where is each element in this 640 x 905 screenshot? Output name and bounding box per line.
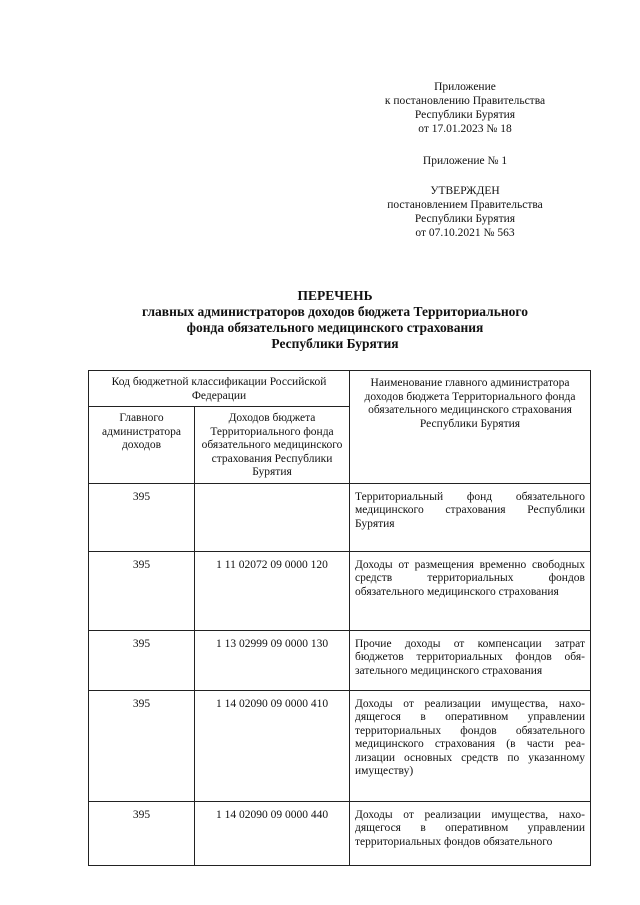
appendix-number <box>360 154 570 168</box>
admin-code-cell: 395 <box>89 801 195 865</box>
title-line: фонда обязательного медицинского страхования <box>186 320 484 335</box>
appendix-line: к постановлению Правительства <box>384 95 546 107</box>
admin-code-cell: 395 <box>89 483 195 551</box>
admin-code-cell: 395 <box>89 630 195 690</box>
appendix-line: Приложение <box>434 81 496 93</box>
header-main-administrator: Главного администратора доходов <box>89 407 195 484</box>
table-row <box>89 483 591 551</box>
title-line: ПЕРЕЧЕНЬ <box>297 288 373 303</box>
revenue-administrators-table <box>88 370 591 866</box>
kbk-code-cell: 1 11 02072 09 0000 120 <box>195 551 350 630</box>
header-administrator-name: Наименование главного администратора доходов бюджета Территориального фонда обязательного медицинского страхования Республики Бурятия <box>350 371 591 484</box>
kbk-code-cell: 1 14 02090 09 0000 440 <box>195 801 350 865</box>
appendix-number-line: Приложение № 1 <box>422 155 508 167</box>
revenue-name-cell: Доходы от размещения временно свободных средств территориальных фондов обязательного медицинского страхования <box>350 551 591 630</box>
table-row <box>89 801 591 865</box>
revenue-name-cell: Доходы от реализации имущества, находящегося в оперативном управлении территориальных фондов обязательного медицинского страхования (в части реализации основных средств по указанному имуществу) <box>350 690 591 801</box>
table-row <box>89 551 591 630</box>
revenue-name-cell: Прочие доходы от компенсации затрат бюджетов территориальных фондов обязательного медицинского страхования <box>350 630 591 690</box>
kbk-code-cell <box>195 483 350 551</box>
approval-line: Республики Бурятия <box>414 213 516 225</box>
appendix-line: от 17.01.2023 № 18 <box>418 123 512 135</box>
table-row <box>89 690 591 801</box>
approval-line: УТВЕРЖДЕН <box>430 185 500 197</box>
table-row <box>89 630 591 690</box>
title-line: Республики Бурятия <box>271 336 399 351</box>
kbk-code-cell: 1 13 02999 09 0000 130 <box>195 630 350 690</box>
appendix-header <box>360 80 570 136</box>
appendix-line: Республики Бурятия <box>414 109 516 121</box>
approval-line: от 07.10.2021 № 563 <box>415 227 515 239</box>
approval-line: постановлением Правительства <box>387 199 543 211</box>
document-title <box>90 288 580 352</box>
approval-block <box>360 184 570 240</box>
kbk-code-cell: 1 14 02090 09 0000 410 <box>195 690 350 801</box>
title-line: главных администраторов доходов бюджета Территориального <box>142 304 528 319</box>
revenue-name-cell: Территориальный фонд обязательного медицинского страхования Республики Бурятия <box>350 483 591 551</box>
header-classification-code: Код бюджетной классификации Российской Федерации <box>89 371 350 407</box>
admin-code-cell: 395 <box>89 551 195 630</box>
admin-code-cell: 395 <box>89 690 195 801</box>
header-fund-revenue: Доходов бюджета Территориального фонда обязательного медицинского страхования Республики Бурятия <box>195 407 350 484</box>
revenue-name-cell: Доходы от реализации имущества, находящегося в оперативном управлении территориальных фондов обязательного <box>350 801 591 865</box>
